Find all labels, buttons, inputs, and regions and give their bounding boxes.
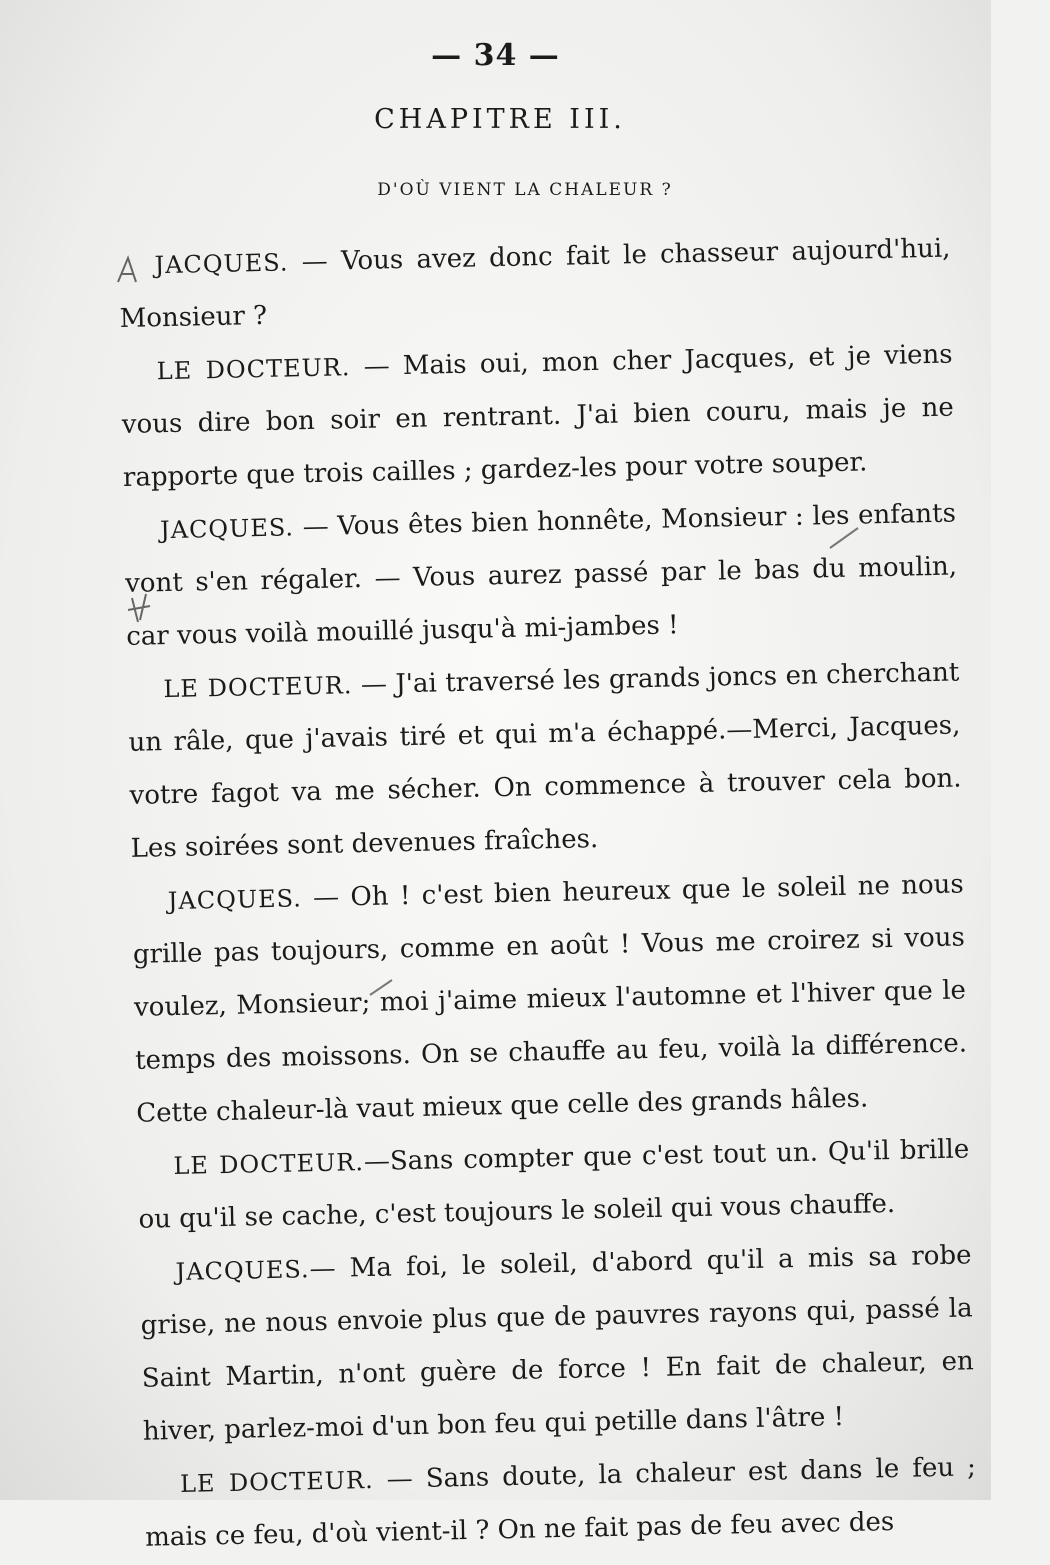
dialogue-paragraph bbox=[127, 646, 963, 875]
speaker-name: JACQUES. bbox=[167, 884, 303, 916]
dialogue-paragraph bbox=[137, 1123, 971, 1246]
page-number: — 34 — bbox=[431, 38, 560, 73]
dialogue-paragraph bbox=[144, 1441, 978, 1564]
speaker-name: JACQUES. bbox=[175, 1255, 310, 1287]
dialogue-body bbox=[118, 223, 977, 1553]
speaker-name: LE DOCTEUR. bbox=[179, 1465, 374, 1498]
dialogue-paragraph bbox=[118, 223, 952, 346]
dialogue-paragraph bbox=[139, 1229, 975, 1458]
speaker-name: JACQUES. bbox=[159, 513, 295, 545]
speaker-name: LE DOCTEUR. bbox=[163, 671, 353, 704]
dialogue-text: — Mais oui, mon cher Jacques, et je viens vous dire bon soir en rentrant. J'ai bien couru, mais je ne rapporte que trois cailles ; gardez-les pour votre souper. bbox=[121, 339, 955, 493]
dialogue-text: —Sans compter que c'est tout un. Qu'il brille ou qu'il se cache, c'est toujours le soleil qui vous chauffe. bbox=[138, 1134, 970, 1235]
dialogue-text: — J'ai traversé les grands joncs en cherchant un râle, que j'avais tiré et qui m'a échappé.—Merci, Jacques, votre fagot va me sécher. On commence à trouver cela bon. Les soirées sont devenues fraîches. bbox=[128, 657, 962, 864]
dialogue-text: — Vous êtes bien honnête, Monsieur : les enfants vont s'en régaler. — Vous aurez passé par le bas du moulin, car vous voilà mouillé jusqu'à mi-jambes ! bbox=[124, 498, 958, 652]
dialogue-text: — Sans doute, la chaleur est dans le feu ; mais ce feu, d'où vient-il ? On ne fait pas de feu avec des bbox=[144, 1452, 977, 1553]
section-title: D'OÙ VIENT LA CHALEUR ? bbox=[377, 180, 673, 200]
chapter-title: CHAPITRE III. bbox=[374, 104, 626, 135]
speaker-name: LE DOCTEUR. bbox=[173, 1148, 365, 1181]
dialogue-paragraph bbox=[124, 488, 959, 664]
speaker-name: LE DOCTEUR. bbox=[156, 353, 351, 386]
dialogue-text: — Oh ! c'est bien heureux que le soleil ne nous grille pas toujours, comme en août ! Vous me croirez si vous voulez, Monsieur; moi j'aime mieux l'automne et l'hiver que le temps des moissons. On se chauffe au feu, voilà la différence. Cette chaleur-là vaut mieux que celle des grands hâles. bbox=[132, 869, 968, 1129]
dialogue-paragraph bbox=[131, 858, 968, 1140]
dialogue-paragraph bbox=[120, 329, 955, 505]
dialogue-text: — Vous avez donc fait le chasseur aujourd'hui, Monsieur ? bbox=[119, 233, 951, 334]
speaker-name: JACQUES. bbox=[154, 248, 289, 280]
dialogue-text: — Ma foi, le soleil, d'abord qu'il a mis sa robe grise, ne nous envoie plus que de pauvres rayons qui, passé la Saint Martin, n'ont guère de force ! En fait de chaleur, en hiver, parlez-moi d'un bon feu qui petille dans l'âtre ! bbox=[140, 1240, 974, 1447]
